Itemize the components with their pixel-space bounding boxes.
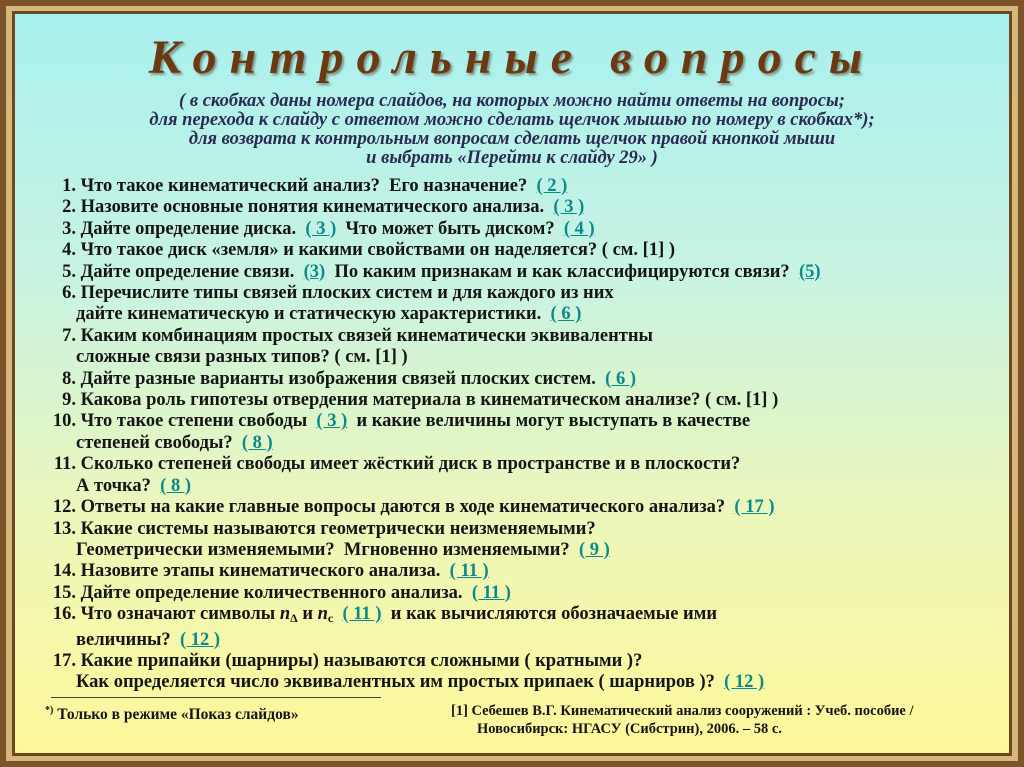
question-number: 3. <box>62 218 76 239</box>
question-text: Как определяется число эквивалентных им простых припаек ( шарниров )? <box>76 672 725 693</box>
question-text: и как вычисляются обозначаемые ими <box>381 604 717 625</box>
question-text: Какие системы называются геометрически неизменяемыми? <box>80 518 596 539</box>
symbol: n <box>317 604 328 625</box>
question-number: 16. <box>52 604 76 625</box>
question-text: Дайте определение связи. <box>80 261 304 282</box>
question-line <box>29 262 999 283</box>
slide-link[interactable]: ( 3 ) <box>553 197 585 218</box>
question-number: 7. <box>62 325 76 346</box>
question-line <box>29 604 999 629</box>
question-item <box>29 326 999 369</box>
instruction-line <box>15 111 1009 130</box>
question-line <box>29 433 999 454</box>
question-line <box>29 283 999 304</box>
reference <box>451 702 914 738</box>
question-number: 9. <box>62 390 76 411</box>
question-text: Геометрически изменяемыми? Мгновенно изменяемыми? <box>76 539 579 560</box>
question-text: величины? <box>76 629 180 650</box>
slide-link[interactable]: ( 3 ) <box>316 411 348 432</box>
slide-link[interactable]: ( 11 ) <box>471 582 511 603</box>
question-line <box>29 519 999 540</box>
question-text: дайте кинематическую и статическую характеристики. <box>76 304 551 325</box>
slide-link[interactable]: ( 12 ) <box>724 672 765 693</box>
question-text: Сколько степеней свободы имеет жёсткий диск в пространстве и в плоскости? <box>80 454 741 475</box>
question-text: По каким признакам и как классифицируются связи? <box>325 261 799 282</box>
reference-line: Новосибирск: НГАСУ (Сибстрин), 2006. – 58 с. <box>477 721 782 737</box>
question-text: Что такое кинематический анализ? Его назначение? <box>80 176 537 196</box>
instruction-line: для возврата к контрольным вопросам сделать щелчок правой кнопкой мыши <box>188 129 836 149</box>
question-text: сложные связи разных типов? ( см. [1] ) <box>76 347 408 368</box>
page-title: Контрольные вопросы <box>148 31 876 84</box>
symbol: n <box>279 604 291 625</box>
question-item <box>29 561 999 582</box>
slide-link[interactable]: ( 3 ) <box>305 218 337 239</box>
question-item <box>29 176 999 197</box>
question-text: степеней свободы? <box>76 432 242 453</box>
footnote <box>45 705 299 724</box>
question-number: 14. <box>52 561 76 582</box>
question-item <box>29 369 999 390</box>
question-text: Дайте определение количественного анализа. <box>80 582 472 603</box>
question-text: Что означают символы <box>80 604 280 625</box>
question-line <box>29 326 999 347</box>
slide-link[interactable]: ( 17 ) <box>734 497 775 518</box>
symbol-subscript: c <box>327 611 334 626</box>
slide-link[interactable]: ( 11 ) <box>449 561 489 582</box>
question-text: Какова роль гипотезы отвердения материала в кинематическом анализе? ( см. [1] ) <box>80 390 779 411</box>
instruction-line: ( в скобках даны номера слайдов, на которых можно найти ответы на вопросы; <box>179 91 845 111</box>
question-line <box>29 390 999 411</box>
question-line <box>29 476 999 497</box>
question-line <box>29 369 999 390</box>
question-text: Что такое диск «земля» и какими свойствами он наделяется? ( см. [1] ) <box>80 240 676 261</box>
footnote-mark: *) <box>45 705 54 716</box>
question-item <box>29 240 999 261</box>
slide-link[interactable]: ( 8 ) <box>241 432 273 453</box>
question-number: 11. <box>53 454 76 475</box>
slide-link[interactable]: ( 6 ) <box>605 368 636 389</box>
question-item <box>29 411 999 454</box>
question-line <box>29 411 999 432</box>
question-text: Дайте разные варианты изображения связей плоских систем. <box>80 368 606 389</box>
question-number: 8. <box>62 368 76 389</box>
slide-link[interactable]: ( 9 ) <box>578 539 610 560</box>
question-item <box>29 583 999 604</box>
question-number: 15. <box>52 582 76 603</box>
question-text: Каким комбинациям простых связей кинематически эквивалентны <box>80 325 653 346</box>
question-text: Что такое степени свободы <box>80 411 317 432</box>
question-item <box>29 219 999 240</box>
slide-link[interactable]: ( 11 ) <box>342 604 382 625</box>
question-line <box>29 304 999 325</box>
slide-link[interactable]: ( 2 ) <box>536 176 568 196</box>
symbol-subscript: Δ <box>290 611 298 626</box>
question-line <box>29 497 999 518</box>
slide-link[interactable]: (5) <box>798 261 821 282</box>
question-text: Что может быть диском? <box>336 218 564 239</box>
question-text: Назовите этапы кинематического анализа. <box>80 561 450 582</box>
question-item <box>29 454 999 497</box>
question-text: Назовите основные понятия кинематического анализа. <box>80 197 554 218</box>
question-number: 12. <box>52 497 76 518</box>
question-text: Ответы на какие главные вопросы даются в ходе кинематического анализа? <box>80 497 735 518</box>
question-item <box>29 390 999 411</box>
question-line <box>29 176 999 197</box>
question-text: Перечислите типы связей плоских систем и для каждого из них <box>80 283 614 304</box>
question-line <box>29 561 999 582</box>
question-line <box>29 630 999 651</box>
question-number: 5. <box>62 261 76 282</box>
slide-area <box>15 14 1009 753</box>
question-line <box>29 454 999 475</box>
question-text: Дайте определение диска. <box>80 218 306 239</box>
instructions <box>15 92 1009 168</box>
question-item <box>29 197 999 218</box>
question-number: 10. <box>52 411 76 432</box>
footnote-text: Только в режиме «Показ слайдов» <box>53 706 299 724</box>
question-text: и какие величины могут выступать в качестве <box>347 411 751 432</box>
slide-link[interactable]: ( 6 ) <box>550 304 582 325</box>
instruction-text: для перехода к слайду с ответом можно сделать щелчок мышью по номеру в скобках*); <box>149 110 875 130</box>
question-item <box>29 497 999 518</box>
question-line <box>29 219 999 240</box>
question-item <box>29 519 999 562</box>
question-item <box>29 651 999 694</box>
question-line <box>29 540 999 561</box>
footnote-divider <box>51 697 381 698</box>
slide-link[interactable]: (3) <box>303 261 326 282</box>
question-line <box>29 651 999 672</box>
slide-link[interactable]: ( 4 ) <box>563 218 595 239</box>
slide-link[interactable]: ( 12 ) <box>179 629 221 650</box>
instruction-line: и выбрать «Перейти к слайду 29» ) <box>366 148 658 168</box>
question-number: 6. <box>62 283 76 304</box>
question-text: А точка? <box>76 475 161 496</box>
question-item <box>29 283 999 326</box>
question-number: 17. <box>52 650 76 671</box>
question-item <box>29 604 999 651</box>
question-number: 4. <box>62 240 76 261</box>
question-line <box>29 197 999 218</box>
question-line <box>29 672 999 693</box>
question-number: 13. <box>52 518 76 539</box>
question-text: и <box>297 604 318 625</box>
question-text: Какие припайки (шарниры) называются сложными ( кратными )? <box>80 650 643 671</box>
question-item <box>29 262 999 283</box>
question-list <box>29 176 999 694</box>
question-number: 1. <box>62 176 76 196</box>
question-line <box>29 240 999 261</box>
question-number: 2. <box>62 197 76 218</box>
slide-link[interactable]: ( 8 ) <box>160 475 191 496</box>
question-line <box>29 347 999 368</box>
question-line <box>29 583 999 604</box>
reference-line: [1] Себешев В.Г. Кинематический анализ сооружений : Учеб. пособие / <box>451 703 914 719</box>
